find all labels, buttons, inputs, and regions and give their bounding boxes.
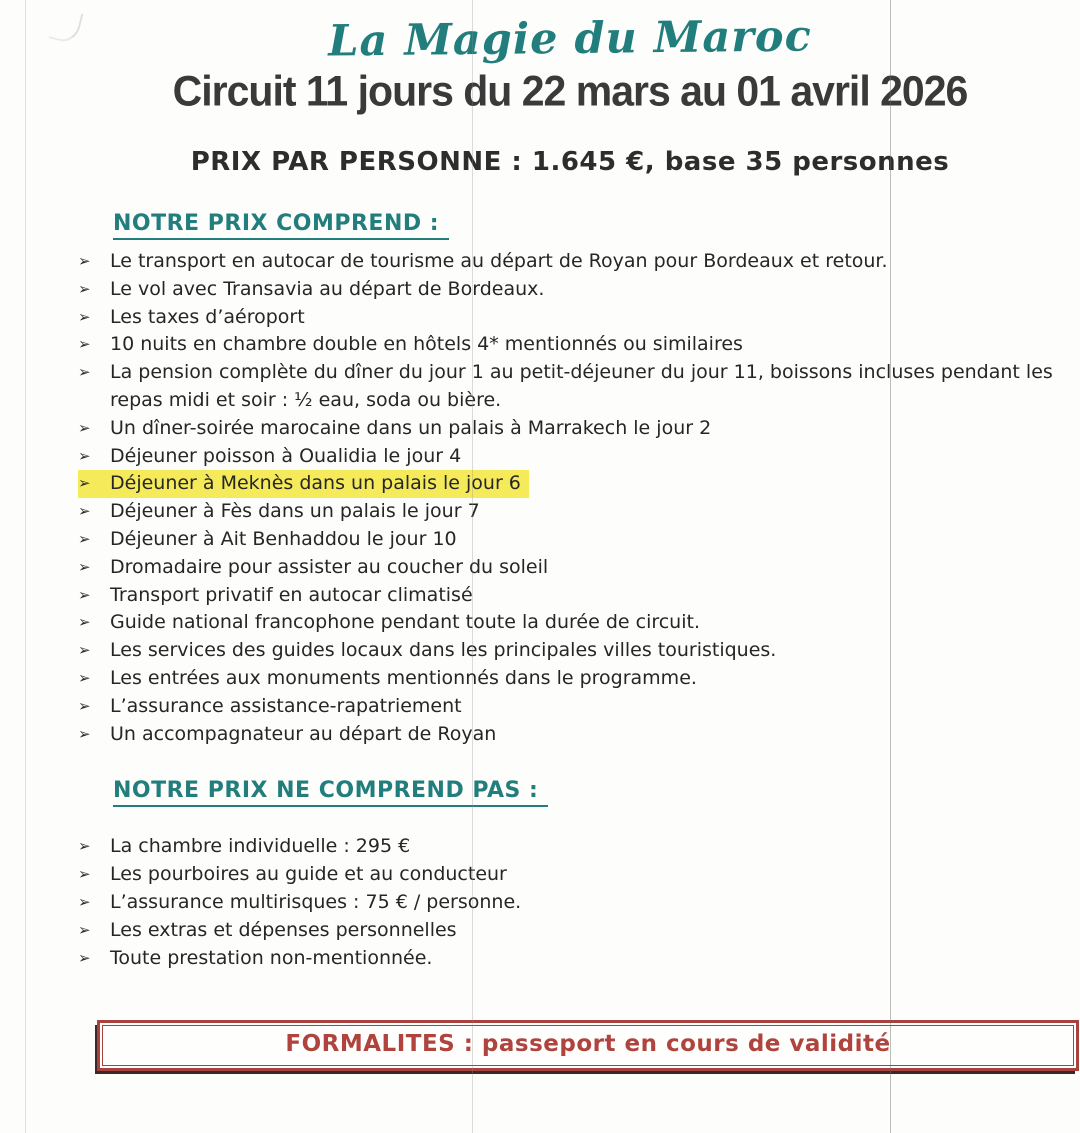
item-text: Les entrées aux monuments mentionnés dans le programme. xyxy=(110,666,697,689)
list-item xyxy=(78,693,1080,721)
item-text: Dromadaire pour assister au coucher du soleil xyxy=(110,555,549,578)
document-title: Circuit 11 jours du 22 mars au 01 avril 2026 xyxy=(172,66,968,116)
list-item xyxy=(78,945,1080,973)
arrow-bullet-icon: ➢ xyxy=(78,446,91,465)
formalities-box xyxy=(97,1020,1079,1071)
item-text: Déjeuner à Meknès dans un palais le jour 6 xyxy=(110,472,521,495)
item-text: Le transport en autocar de tourisme au départ de Royan pour Bordeaux et retour. xyxy=(110,250,888,272)
item-text: Déjeuner à Ait Benhaddou le jour 10 xyxy=(110,527,457,550)
scanned-document xyxy=(60,0,1080,1071)
item-text: Un dîner-soirée marocaine dans un palais à Marrakech le jour 2 xyxy=(110,416,712,439)
arrow-bullet-icon: ➢ xyxy=(78,668,91,687)
arrow-bullet-icon: ➢ xyxy=(78,363,91,382)
arrow-bullet-icon: ➢ xyxy=(78,892,91,911)
list-item xyxy=(78,582,1080,610)
list-item xyxy=(78,554,1080,582)
formalities-text: FORMALITES : passeport en cours de validité xyxy=(285,1031,891,1058)
arrow-bullet-icon: ➢ xyxy=(78,557,91,576)
includes-heading-text: NOTRE PRIX COMPREND : xyxy=(113,211,449,240)
scan-fold-line-left xyxy=(25,0,26,1133)
item-text: Un accompagnateur au départ de Royan xyxy=(110,722,497,745)
list-item xyxy=(78,833,1080,861)
list-item-highlighted xyxy=(78,470,529,498)
arrow-bullet-icon: ➢ xyxy=(78,335,91,354)
item-text: La chambre individuelle : 295 € xyxy=(110,835,411,858)
item-text: L’assurance assistance-rapatriement xyxy=(110,694,462,717)
list-item xyxy=(78,526,1080,554)
includes-list xyxy=(60,248,1080,748)
item-text: L’assurance multirisques : 75 € / personne. xyxy=(110,890,522,913)
arrow-bullet-icon: ➢ xyxy=(78,696,91,715)
arrow-bullet-icon: ➢ xyxy=(78,279,91,298)
item-text: Les extras et dépenses personnelles xyxy=(110,918,457,941)
item-text: La pension complète du dîner du jour 1 au petit-déjeuner du jour 11, boissons incluses pendant les repas midi et soir : ½ eau, soda ou bière. xyxy=(110,361,1053,411)
arrow-bullet-icon: ➢ xyxy=(78,252,91,270)
arrow-bullet-icon: ➢ xyxy=(78,418,91,437)
item-text: Le vol avec Transavia au départ de Bordeaux. xyxy=(110,277,545,300)
list-item xyxy=(78,609,1080,637)
arrow-bullet-icon: ➢ xyxy=(78,865,91,884)
list-item xyxy=(78,331,1080,359)
arrow-bullet-icon: ➢ xyxy=(78,948,91,967)
item-text: Transport privatif en autocar climatisé xyxy=(110,583,473,606)
list-item xyxy=(78,443,1080,471)
item-text: Déjeuner à Fès dans un palais le jour 7 xyxy=(110,500,480,523)
item-text: 10 nuits en chambre double en hôtels 4* mentionnés ou similaires xyxy=(110,333,743,356)
list-item xyxy=(78,415,1080,443)
formalities-box-inner xyxy=(102,1025,1074,1066)
list-item xyxy=(78,498,1080,526)
arrow-bullet-icon: ➢ xyxy=(78,724,91,743)
arrow-bullet-icon: ➢ xyxy=(78,529,91,548)
arrow-bullet-icon: ➢ xyxy=(78,585,91,604)
list-item xyxy=(78,304,1080,332)
list-item xyxy=(78,665,1080,693)
item-text: Toute prestation non-mentionnée. xyxy=(110,946,433,969)
list-item xyxy=(78,359,1080,415)
arrow-bullet-icon: ➢ xyxy=(78,307,91,326)
excludes-heading-text: NOTRE PRIX NE COMPREND PAS : xyxy=(113,778,548,807)
arrow-bullet-icon: ➢ xyxy=(78,641,91,660)
item-text: Les taxes d’aéroport xyxy=(110,305,305,328)
excludes-list xyxy=(60,833,1080,972)
list-item xyxy=(78,721,1080,749)
list-item xyxy=(78,637,1080,665)
arrow-bullet-icon: ➢ xyxy=(78,613,91,632)
arrow-bullet-icon: ➢ xyxy=(78,474,91,493)
item-text: Les pourboires au guide et au conducteur xyxy=(110,863,507,886)
list-item xyxy=(78,889,1080,917)
price-per-person-line: PRIX PAR PERSONNE : 1.645 €, base 35 personnes xyxy=(190,147,950,177)
arrow-bullet-icon: ➢ xyxy=(78,837,91,856)
list-item xyxy=(78,861,1080,889)
item-text: Déjeuner poisson à Oualidia le jour 4 xyxy=(110,444,462,467)
arrow-bullet-icon: ➢ xyxy=(78,920,91,939)
item-text: Les services des guides locaux dans les principales villes touristiques. xyxy=(110,639,777,662)
includes-section-heading xyxy=(113,211,1080,240)
list-item xyxy=(78,248,1080,276)
excludes-section-heading xyxy=(113,778,1080,807)
list-item xyxy=(78,276,1080,304)
item-text: Guide national francophone pendant toute la durée de circuit. xyxy=(110,611,700,634)
logo-script-title: La Magie du Maroc xyxy=(327,11,813,67)
arrow-bullet-icon: ➢ xyxy=(78,502,91,521)
list-item xyxy=(78,917,1080,945)
